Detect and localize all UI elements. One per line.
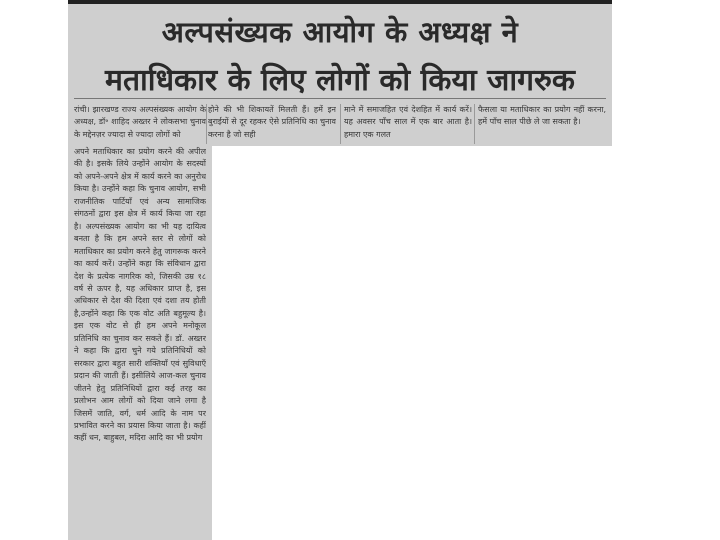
article-column-2: होने की भी शिकायतें मिलती हैं। हमें इन बुराईयों से दूर रहकर ऐसे प्रतिनिधि का चुनाव करना है जो सही: [208, 105, 336, 139]
headline-line-1: अल्पसंख्यक आयोग के अध्यक्ष ने: [161, 15, 519, 49]
column-divider: [206, 104, 207, 144]
article-column-4: फैसला या मताधिकार का प्रयोग नहीं करना, हमें पाँच साल पीछे ले जा सकता है।: [478, 105, 606, 127]
clipping-header-block: [68, 0, 612, 146]
column-divider: [340, 104, 341, 144]
article-column-1-body: अपने मताधिकार का प्रयोग करने की अपील की है। इसके लिये उन्होंने आयोग के सदस्यों को अपने-अपने क्षेत्र में कार्य करने का अनुरोध किया है। उन्होंने कहा कि चुनाव आयोग, सभी राजनीतिक पार्टियाँ एवं अन्य सामाजिक संगठनों द्वारा इस क्षेत्र में कार्य किया जा रहा है। अल्पसंख्यक आयोग का भी यह दायित्व बनता है कि हम अपने स्तर से लोगों को मताधिकार का प्रयोग करने हेतु जागरूक करने का कार्य करें। उन्होंने कहा कि संविधान द्वारा देश के प्रत्येक नागरिक को, जिसकी उम्र १८ वर्ष से ऊपर है, यह अधिकार प्राप्त है, इस अधिकार से देश की दिशा एवं दशा तय होती है,उन्होंने कहा कि एक वोट अति बहुमूल्य है। इस एक वोट से ही हम अपने मनोकूल प्रतिनिधि का चुनाव कर सकते हैं। डॉ. अख्तर ने कहा कि द्वारा चुने गये प्रतिनिधियों को सरकार द्वारा बहुत सारी शक्तियाँ एवं सुविधाएँ प्रदान की जाती हैं। इसीलिये आज-कल चुनाव जीतने हेतु प्रतिनिधियों द्वारा कई तरह का प्रलोभन आम लोगों को दिया जाने लगा है जिसमें जाति, वर्ग, धर्म आदि के नाम पर प्रभावित करने का प्रयास किया जाता है। कहीं कहीं धन, बाहुबल, मदिरा आदि का भी प्रयोग: [74, 147, 206, 443]
clipping-column-1-block: [68, 146, 212, 540]
headline-divider: [74, 98, 606, 99]
column-divider: [474, 104, 475, 144]
headline-line-2: मताधिकार के लिए लोगों को किया जागरुक: [105, 63, 575, 98]
top-border-line: [68, 0, 612, 4]
article-column-1-top: रांची। झारखण्ड राज्य अल्पसंख्यक आयोग के अध्यक्ष, डॉ॰ शाहिद अख्तर ने लोकसभा चुनाव के मद्देनज़र ज्यादा से ज्यादा लोगों को: [74, 105, 206, 139]
article-column-3: माने में समाजहित एवं देशहित में कार्य करें। यह अवसर पाँच साल में एक बार आता है। हमारा एक गलत: [344, 105, 472, 139]
